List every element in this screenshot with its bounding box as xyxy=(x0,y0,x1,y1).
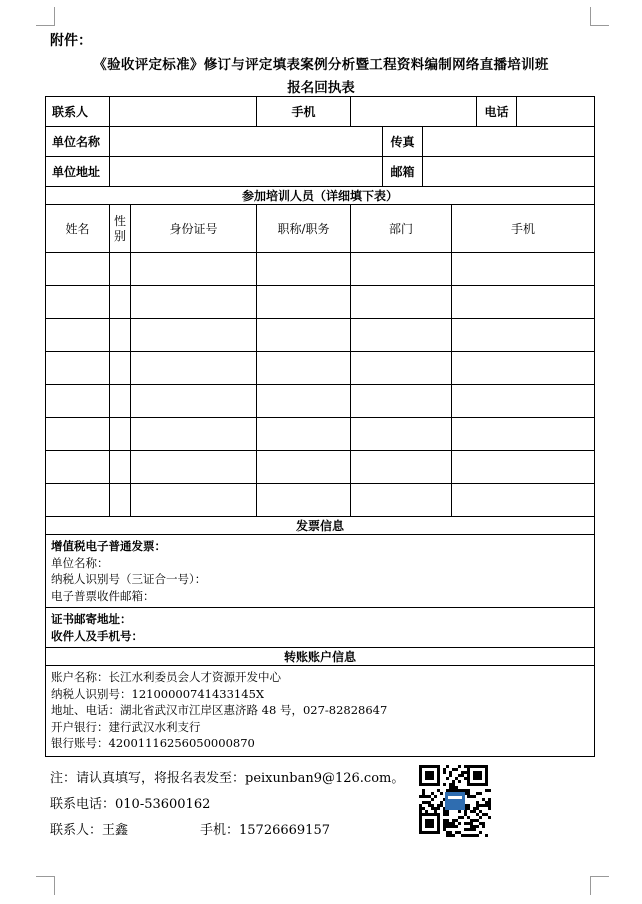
trainee-name-cell[interactable] xyxy=(46,385,110,418)
trainee-department-cell[interactable] xyxy=(351,484,452,517)
trainee-row xyxy=(46,418,595,451)
email-label: 邮箱 xyxy=(383,157,423,186)
trainee-department-cell[interactable] xyxy=(351,352,452,385)
trainee-sex-cell[interactable] xyxy=(110,352,131,385)
trainee-id-cell[interactable] xyxy=(131,286,257,319)
col-sex-header: 性别 xyxy=(110,205,131,253)
attachment-label: 附件： xyxy=(50,33,92,49)
trainee-name-cell[interactable] xyxy=(46,418,110,451)
trainee-mobile-cell[interactable] xyxy=(452,451,595,484)
trainee-row xyxy=(46,451,595,484)
trainee-row xyxy=(46,319,595,352)
trainee-sex-cell[interactable] xyxy=(110,484,131,517)
contact-label: 联系人 xyxy=(46,97,110,127)
trainee-sex-cell[interactable] xyxy=(110,418,131,451)
document-subtitle: 报名回执表 xyxy=(287,80,355,96)
trainee-sex-cell[interactable] xyxy=(110,253,131,286)
email-input[interactable] xyxy=(423,157,594,186)
crop-mark-bottom-left xyxy=(36,876,55,895)
account-section-row xyxy=(46,648,595,666)
contact-row xyxy=(46,97,595,127)
trainee-row xyxy=(46,352,595,385)
footer-contact-person: 联系人：王鑫 xyxy=(50,823,129,838)
trainees-section-row xyxy=(46,187,595,205)
unit-name-label: 单位名称 xyxy=(46,127,110,157)
crop-mark-top-left xyxy=(36,7,55,26)
trainees-section-title: 参加培训人员（详细填下表） xyxy=(46,187,595,205)
crop-mark-top-right xyxy=(590,7,609,26)
trainee-name-cell[interactable] xyxy=(46,253,110,286)
invoice-tax-id: 纳税人识别号（三证合一号）： xyxy=(51,572,207,586)
invoice-block[interactable] xyxy=(46,535,595,608)
trainee-row xyxy=(46,385,595,418)
mailing-address-label: 证书邮寄地址： xyxy=(51,612,132,626)
trainee-title-cell[interactable] xyxy=(257,418,351,451)
unit-address-row xyxy=(46,157,595,187)
trainee-department-cell[interactable] xyxy=(351,286,452,319)
trainee-mobile-cell[interactable] xyxy=(452,352,595,385)
account-row xyxy=(46,666,595,757)
trainee-sex-cell[interactable] xyxy=(110,319,131,352)
mailing-block[interactable] xyxy=(46,608,595,648)
unit-name-fax-cell xyxy=(110,127,595,157)
trainee-row xyxy=(46,286,595,319)
col-id-header: 身份证号 xyxy=(131,205,257,253)
fax-input[interactable] xyxy=(423,127,594,156)
trainee-sex-cell[interactable] xyxy=(110,451,131,484)
fax-label: 传真 xyxy=(383,127,423,156)
trainee-title-cell[interactable] xyxy=(257,451,351,484)
trainee-name-cell[interactable] xyxy=(46,484,110,517)
unit-address-label: 单位地址 xyxy=(46,157,110,187)
recipient-label: 收件人及手机号： xyxy=(51,628,143,643)
footer-note: 注：请认真填写，将报名表发至：peixunban9@126.com。 xyxy=(50,771,405,786)
trainee-id-cell[interactable] xyxy=(131,418,257,451)
trainee-title-cell[interactable] xyxy=(257,286,351,319)
invoice-section-row xyxy=(46,517,595,535)
trainee-id-cell[interactable] xyxy=(131,319,257,352)
document-title: 《验收评定标准》修订与评定填表案例分析暨工程资料编制网络直播培训班 xyxy=(93,57,549,73)
qr-code-icon xyxy=(419,765,491,837)
contact-input[interactable] xyxy=(110,97,257,127)
account-section-title: 转账账户信息 xyxy=(46,648,595,666)
mobile-input[interactable] xyxy=(351,97,477,126)
col-name-header: 姓名 xyxy=(46,205,110,253)
trainees-header-row xyxy=(46,205,595,253)
trainee-title-cell[interactable] xyxy=(257,385,351,418)
trainee-department-cell[interactable] xyxy=(351,385,452,418)
unit-name-row xyxy=(46,127,595,157)
footer-mobile: 手机：15726669157 xyxy=(200,823,330,838)
account-name: 账户名称：长江水利委员会人才资源开发中心 xyxy=(51,670,281,684)
account-block xyxy=(46,666,595,757)
trainee-name-cell[interactable] xyxy=(46,286,110,319)
trainee-rows xyxy=(46,253,595,517)
invoice-section-title: 发票信息 xyxy=(46,517,595,535)
phone-label: 电话 xyxy=(477,97,517,126)
trainee-row xyxy=(46,484,595,517)
trainee-name-cell[interactable] xyxy=(46,319,110,352)
trainee-title-cell[interactable] xyxy=(257,484,351,517)
unit-address-email-cell xyxy=(110,157,595,187)
trainee-mobile-cell[interactable] xyxy=(452,286,595,319)
invoice-row xyxy=(46,535,595,608)
unit-address-input[interactable] xyxy=(110,157,383,186)
trainee-department-cell[interactable] xyxy=(351,319,452,352)
account-number: 银行账号：42001116256050000870 xyxy=(51,736,255,750)
footer-contact-phone: 联系电话：010-53600162 xyxy=(50,797,211,812)
trainee-name-cell[interactable] xyxy=(46,451,110,484)
trainee-sex-cell[interactable] xyxy=(110,286,131,319)
mobile-label: 手机 xyxy=(257,97,351,127)
trainee-id-cell[interactable] xyxy=(131,385,257,418)
account-address-phone: 地址、电话：湖北省武汉市江岸区惠济路 48 号，027-82828647 xyxy=(51,703,388,717)
trainee-department-cell[interactable] xyxy=(351,418,452,451)
col-department-header: 部门 xyxy=(351,205,452,253)
account-tax-id: 纳税人识别号：12100000741433145X xyxy=(51,686,265,701)
invoice-heading: 增值税电子普通发票： xyxy=(51,539,166,553)
trainee-department-cell[interactable] xyxy=(351,451,452,484)
invoice-unit-name: 单位名称： xyxy=(51,555,109,570)
trainee-id-cell[interactable] xyxy=(131,253,257,286)
mailing-row xyxy=(46,608,595,648)
trainee-id-cell[interactable] xyxy=(131,484,257,517)
trainee-mobile-cell[interactable] xyxy=(452,385,595,418)
trainee-id-cell[interactable] xyxy=(131,451,257,484)
trainee-title-cell[interactable] xyxy=(257,352,351,385)
phone-input[interactable] xyxy=(517,97,594,126)
col-mobile-header: 手机 xyxy=(452,205,595,253)
account-bank: 开户银行：建行武汉水利支行 xyxy=(51,719,201,734)
registration-form xyxy=(45,96,595,757)
trainee-name-cell[interactable] xyxy=(46,352,110,385)
trainee-mobile-cell[interactable] xyxy=(452,319,595,352)
crop-mark-bottom-right xyxy=(590,876,609,895)
unit-name-input[interactable] xyxy=(110,127,383,156)
trainee-title-cell[interactable] xyxy=(257,319,351,352)
trainee-mobile-cell[interactable] xyxy=(452,484,595,517)
trainee-department-cell[interactable] xyxy=(351,253,452,286)
invoice-email: 电子普票收件邮箱： xyxy=(51,588,155,603)
trainee-mobile-cell[interactable] xyxy=(452,418,595,451)
trainee-row xyxy=(46,253,595,286)
trainee-title-cell[interactable] xyxy=(257,253,351,286)
col-title-header: 职称/职务 xyxy=(257,205,351,253)
mobile-phone-cell xyxy=(351,97,595,127)
trainee-mobile-cell[interactable] xyxy=(452,253,595,286)
trainee-id-cell[interactable] xyxy=(131,352,257,385)
trainee-sex-cell[interactable] xyxy=(110,385,131,418)
